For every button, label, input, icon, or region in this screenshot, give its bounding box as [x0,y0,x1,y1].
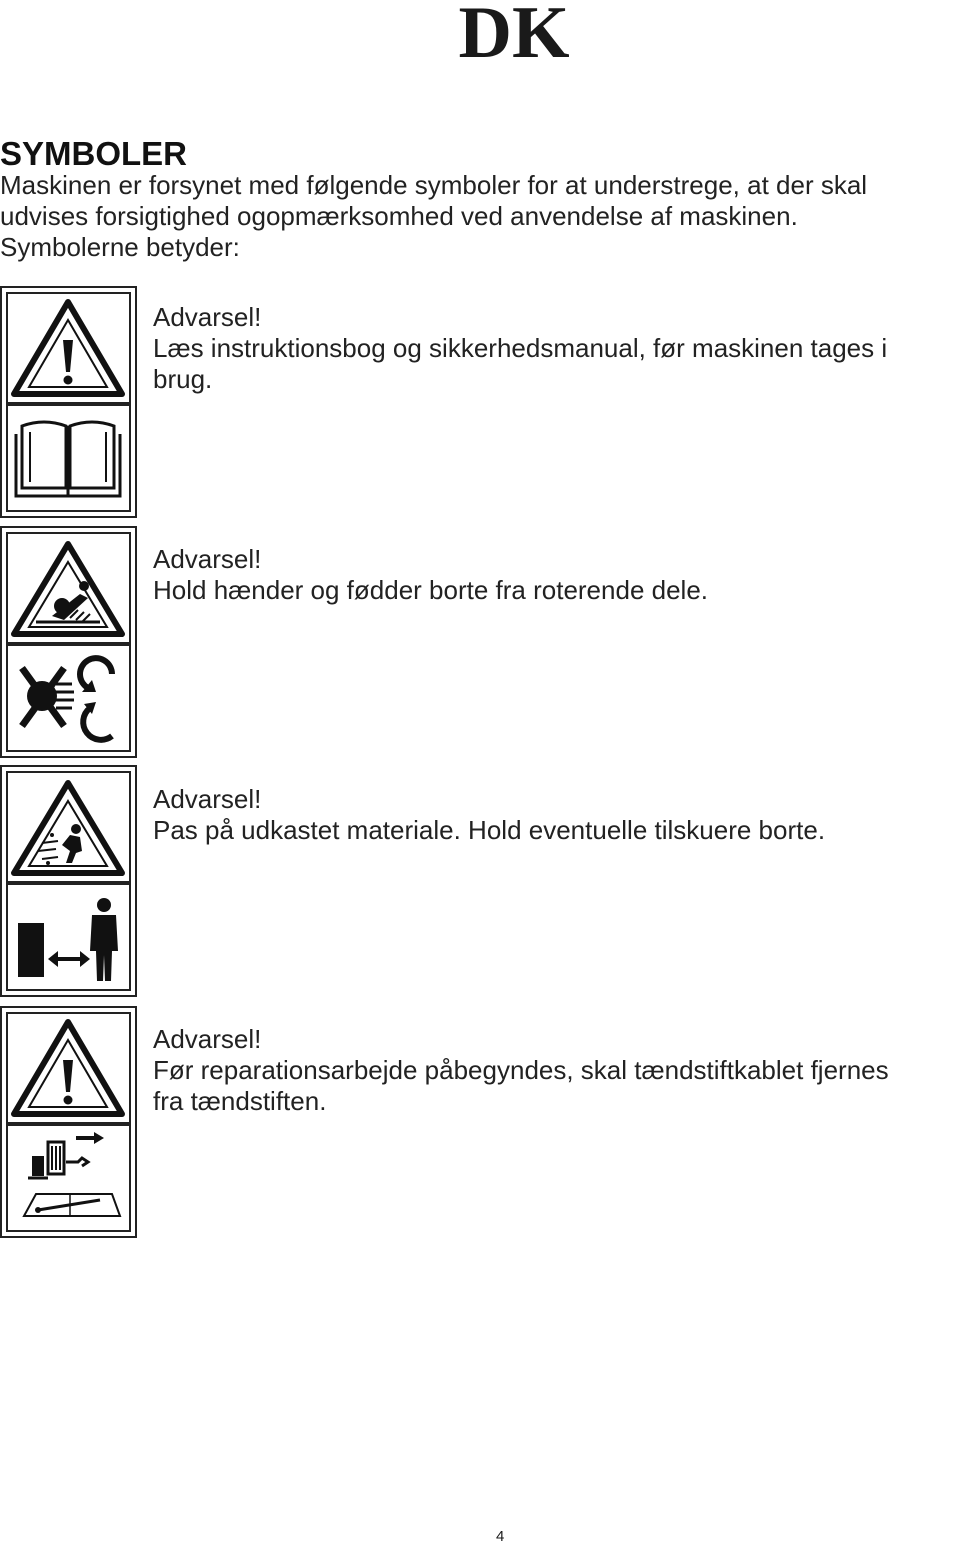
page-number: 4 [496,1528,505,1545]
warning-label: Advarsel! [153,1024,262,1054]
description-line: fra tændstiften. [153,1086,327,1116]
description-line: brug. [153,364,213,394]
description-line: Hold hænder og fødder borte fra roterende dele. [153,575,709,605]
warning-triangle-icon [6,292,131,404]
language-code: DK [458,0,570,74]
symbol-spark-plug [0,1006,137,1238]
intro-line: Maskinen er forsynet med følgende symboler for at understrege, at der skal [0,170,868,200]
rotating-parts-warning-icon [6,532,131,644]
remove-spark-plug-cable-icon [6,1124,131,1232]
symbol-rotating-parts [0,526,137,758]
keep-hands-feet-away-icon [6,644,131,752]
symbol-description [153,784,960,846]
symbol-description [153,302,960,395]
symbol-description [153,1024,960,1117]
intro-line: udvises forsigtighed ogopmærksomhed ved anvendelse af maskinen. [0,201,798,231]
warning-triangle-icon [6,1012,131,1124]
intro-text [0,170,960,263]
symbol-description [153,544,960,606]
symbol-thrown-objects [0,765,137,997]
keep-bystanders-away-icon [6,883,131,991]
instruction-book-icon [6,404,131,512]
thrown-objects-warning-icon [6,771,131,883]
warning-label: Advarsel! [153,544,262,574]
warning-label: Advarsel! [153,302,262,332]
description-line: Læs instruktionsbog og sikkerhedsmanual, før maskinen tages i [153,333,888,363]
intro-line: Symbolerne betyder: [0,232,240,262]
symbol-read-manual [0,286,137,518]
description-line: Pas på udkastet materiale. Hold eventuelle tilskuere borte. [153,815,826,845]
description-line: Før reparationsarbejde påbegyndes, skal tændstiftkablet fjernes [153,1055,889,1085]
warning-label: Advarsel! [153,784,262,814]
section-title: SYMBOLER [0,135,188,172]
